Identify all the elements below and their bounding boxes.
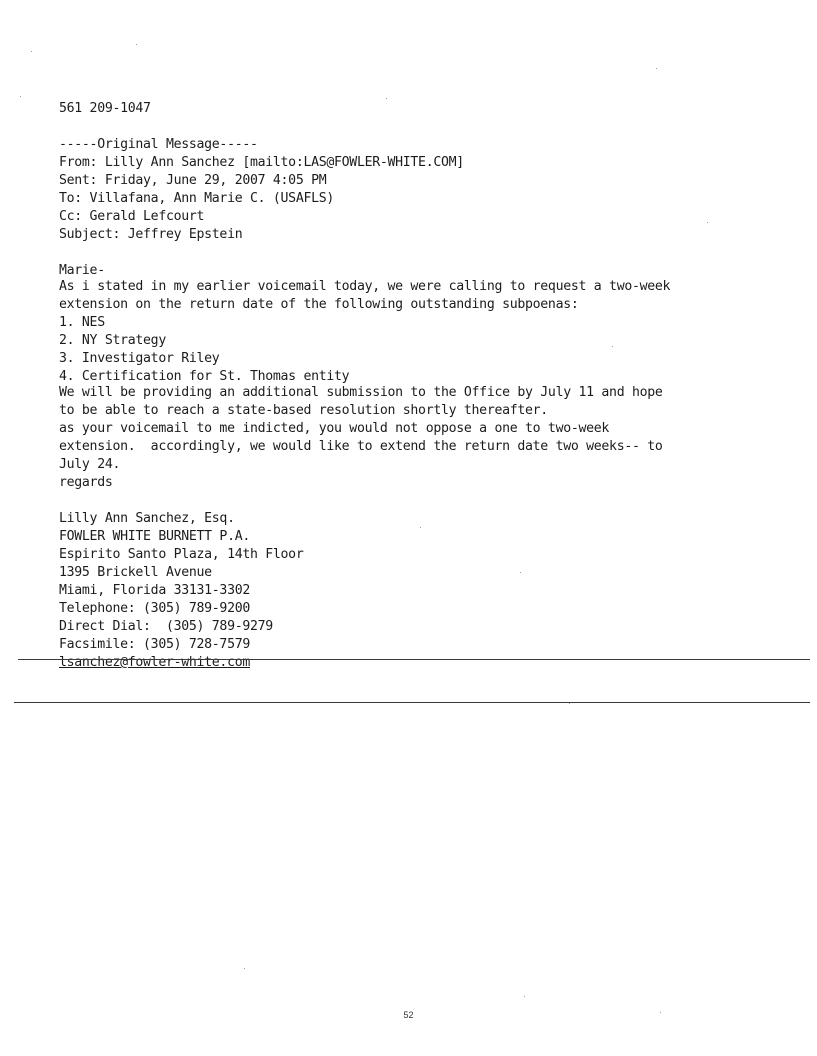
signature-email-link[interactable]: lsanchez@fowler-white.com [59,655,250,670]
subject-line: Subject: Jeffrey Epstein [59,227,243,242]
signature-address-2: 1395 Brickell Avenue [59,565,212,580]
body-paragraph-2-line-1: We will be providing an additional submission to the Office by July 11 and hope [59,385,663,400]
greeting: Marie- [59,263,105,278]
scan-speck [20,96,21,97]
signature-firm: FOWLER WHITE BURNETT P.A. [59,529,250,544]
scan-speck [420,527,421,528]
list-item: 2. NY Strategy [59,333,166,348]
divider-line [18,659,810,660]
signature-city: Miami, Florida 33131-3302 [59,583,250,598]
cc-line: Cc: Gerald Lefcourt [59,209,205,224]
body-paragraph-3-line-1: as your voicemail to me indicted, you would not oppose a one to two-week [59,421,610,436]
body-paragraph-1-line-1: As i stated in my earlier voicemail today, we were calling to request a two-week [59,279,671,294]
scan-speck [612,346,613,347]
list-item: 1. NES [59,315,105,330]
divider-line [14,702,810,703]
sent-line: Sent: Friday, June 29, 2007 4:05 PM [59,173,327,188]
body-paragraph-1-line-2: extension on the return date of the following outstanding subpoenas: [59,297,579,312]
scan-speck [244,968,245,969]
scan-speck [520,572,521,573]
to-line: To: Villafana, Ann Marie C. (USAFLS) [59,191,335,206]
scan-speck [656,68,657,69]
scan-speck [136,44,137,45]
scan-speck [524,996,525,997]
from-line: From: Lilly Ann Sanchez [mailto:LAS@FOWLER-WHITE.COM] [59,155,464,170]
original-message-divider: -----Original Message----- [59,137,258,152]
signature-direct-dial: Direct Dial: (305) 789-9279 [59,619,273,634]
scan-speck [31,51,32,52]
signature-name: Lilly Ann Sanchez, Esq. [59,511,235,526]
body-paragraph-3-line-3: July 24. [59,457,121,472]
signature-facsimile: Facsimile: (305) 728-7579 [59,637,250,652]
scan-speck [569,703,570,704]
closing: regards [59,475,113,490]
phone-header: 561 209-1047 [59,101,151,116]
body-paragraph-2-line-2: to be able to reach a state-based resolution shortly thereafter. [59,403,548,418]
body-paragraph-3-line-2: extension. accordingly, we would like to extend the return date two weeks-- to [59,439,663,454]
scan-speck [386,98,387,99]
signature-telephone: Telephone: (305) 789-9200 [59,601,250,616]
list-item: 3. Investigator Riley [59,351,220,366]
list-item: 4. Certification for St. Thomas entity [59,369,350,384]
scan-speck [707,222,708,223]
signature-address-1: Espirito Santo Plaza, 14th Floor [59,547,304,562]
page-number: 52 [403,1010,414,1020]
